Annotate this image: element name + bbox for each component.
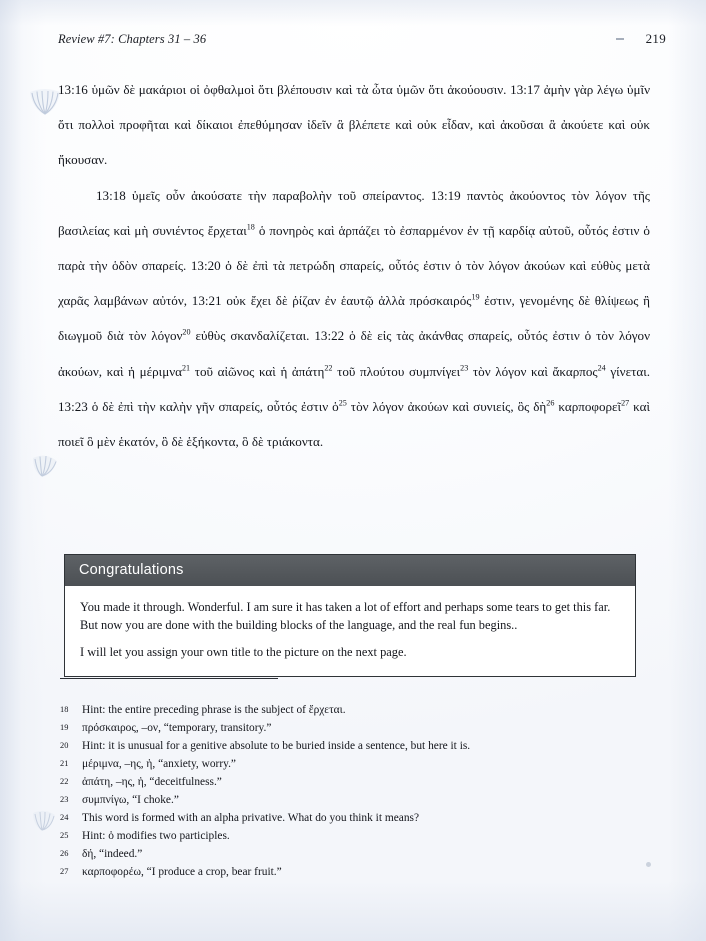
footnote-text: συμπνίγω, “I choke.” bbox=[82, 794, 179, 806]
footnote-text: καρποφορέω, “I produce a crop, bear fruit.” bbox=[82, 866, 282, 878]
footnote-number: 26 bbox=[60, 849, 69, 858]
footnote-text: ἀπάτη, –ης, ἡ, “deceitfulness.” bbox=[82, 776, 222, 788]
footnote-text: Hint: it is unusual for a genitive absolute to be buried inside a sentence, but here it is. bbox=[82, 740, 471, 752]
footnote-number: 23 bbox=[60, 795, 69, 804]
footnote-marker[interactable]: 19 bbox=[471, 292, 480, 302]
callout-title: Congratulations bbox=[65, 555, 635, 586]
footnote-marker[interactable]: 21 bbox=[182, 363, 191, 373]
footnote-marker[interactable]: 27 bbox=[621, 398, 630, 408]
running-head-right bbox=[616, 31, 666, 47]
footnote-item bbox=[60, 738, 620, 754]
footnote-item bbox=[60, 720, 620, 736]
footnote-item bbox=[60, 702, 620, 718]
footnote-number: 21 bbox=[60, 759, 69, 768]
header-mark-icon bbox=[616, 38, 624, 40]
footnote-marker[interactable]: 22 bbox=[324, 363, 333, 373]
footnote-item bbox=[60, 828, 620, 844]
running-head-title: Review #7: Chapters 31 – 36 bbox=[58, 32, 207, 46]
body-paragraph: 13:16 ὑμῶν δὲ μακάριοι οἱ ὀφθαλμοὶ ὅτι βλέπουσιν καὶ τὰ ὦτα ὑμῶν ὅτι ἀκούουσιν. 13:17 ἀμὴν γὰρ λέγω ὑμῖν ὅτι πολλοὶ προφῆται καὶ δίκαιοι ἐπεθύμησαν ἰδεῖν ἃ βλέπετε καὶ οὐκ εἶδαν, καὶ ἀκοῦσαι ἃ ἀκούετε καὶ οὐκ ἤκουσαν. bbox=[58, 82, 650, 168]
callout-paragraph: You made it through. Wonderful. I am sure it has taken a lot of effort and perhaps some tears to get this far. But now you are done with the building blocks of the language, and the real fun begins.. bbox=[80, 600, 611, 632]
footnote-text: This word is formed with an alpha privative. What do you think it means? bbox=[82, 812, 420, 824]
footnote-marker[interactable]: 25 bbox=[338, 398, 347, 408]
footnote-marker[interactable]: 18 bbox=[246, 222, 255, 232]
page-number: 219 bbox=[645, 31, 666, 46]
footnote-number: 20 bbox=[60, 741, 69, 750]
footnote-item bbox=[60, 756, 620, 772]
running-head bbox=[58, 31, 666, 47]
footnote-marker[interactable]: 20 bbox=[182, 328, 191, 338]
footnote-marker[interactable]: 23 bbox=[460, 363, 469, 373]
footnote-number: 22 bbox=[60, 777, 69, 786]
footnote-list bbox=[60, 702, 620, 882]
congratulations-callout bbox=[64, 554, 636, 677]
footnote-marker[interactable]: 24 bbox=[597, 363, 606, 373]
footnote-item bbox=[60, 864, 620, 880]
footnote-text: πρόσκαιρος, –ον, “temporary, transitory.” bbox=[82, 722, 272, 734]
body-paragraph: 13:18 ὑμεῖς οὖν ἀκούσατε τὴν παραβολὴν τοῦ σπείραντος. 13:19 παντὸς ἀκούοντος τὸν λόγον τῆς βασιλείας καὶ μὴ συνιέντος ἔρχεται$^{18}$ ὁ πονηρὸς καὶ ἁρπάζει τὸ ἐσπαρμένον ἐν τῇ καρδίᾳ αὐτοῦ, οὗτός ἐστιν ὁ παρὰ τὴν ὁδὸν σπαρείς. 13:20 ὁ δὲ ἐπὶ τὰ πετρώδη σπαρείς, οὗτός ἐστιν ὁ τὸν λόγον ἀκούων καὶ εὐθὺς μετὰ χαρᾶς λαμβάνων αὐτόν, 13:21 οὐκ ἔχει δὲ ῥίζαν ἐν ἑαυτῷ ἀλλὰ πρόσκαιρός$^{19}$ ἐστιν, γενομένης δὲ θλίψεως ἢ διωγμοῦ διὰ τὸν λόγον$^{20}$ εὐθὺς σκανδαλίζεται. 13:22 ὁ δὲ εἰς τὰς ἀκάνθας σπαρείς, οὗτός ἐστιν ὁ τὸν λόγον ἀκούων, καὶ ἡ μέριμνα$^{21}$ τοῦ αἰῶνος καὶ ἡ ἀπάτη$^{22}$ τοῦ πλούτου συμπνίγει$^{23}$ τὸν λόγον καὶ ἄκαρπος$^{24}$ γίνεται. 13:23 ὁ δὲ ἐπὶ τὴν καλὴν γῆν σπαρείς, οὗτός ἐστιν ὁ$^{25}$ τὸν λόγον ἀκούων καὶ συνιείς, ὃς δὴ$^{26}$ καρποφορεῖ$^{27}$ καὶ ποιεῖ ὃ μὲν ἑκατόν, ὃ δὲ ἑξήκοντα, ὃ δὲ τριάκοντα. bbox=[58, 187, 651, 450]
footnote-text: δή, “indeed.” bbox=[82, 848, 143, 860]
footnote-number: 24 bbox=[60, 813, 69, 822]
callout-body bbox=[65, 586, 635, 676]
footnote-text: Hint: the entire preceding phrase is the subject of ἔρχεται. bbox=[82, 704, 346, 716]
footnote-separator bbox=[60, 678, 278, 679]
footnote-text: Hint: ὁ modifies two participles. bbox=[82, 830, 230, 842]
footnote-number: 18 bbox=[60, 705, 69, 714]
footnote-item bbox=[60, 792, 620, 808]
footnote-item bbox=[60, 810, 620, 826]
footnote-item bbox=[60, 846, 620, 862]
footnote-text: μέριμνα, –ης, ἡ, “anxiety, worry.” bbox=[82, 758, 236, 770]
footnote-number: 25 bbox=[60, 831, 69, 840]
footnote-marker[interactable]: 26 bbox=[546, 398, 555, 408]
callout-paragraph: I will let you assign your own title to the picture on the next page. bbox=[80, 645, 407, 659]
footnote-number: 27 bbox=[60, 867, 69, 876]
footnote-number: 19 bbox=[60, 723, 69, 732]
footnote-item bbox=[60, 774, 620, 790]
scripture-body bbox=[58, 72, 650, 459]
